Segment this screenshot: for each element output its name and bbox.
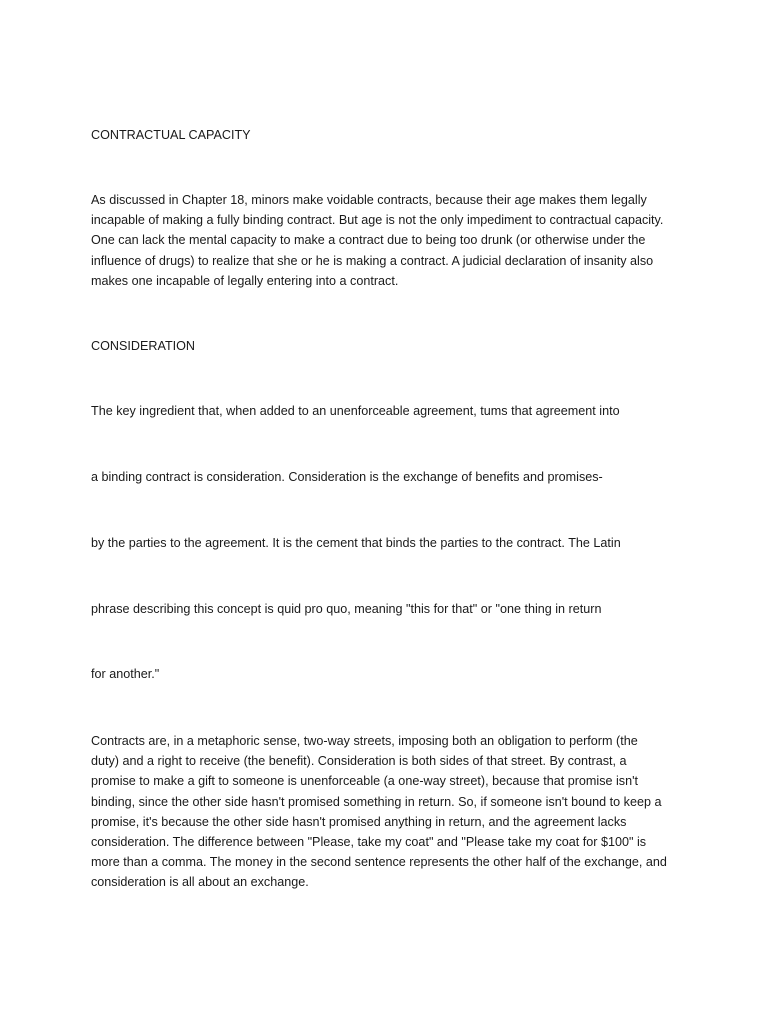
paragraph-line: binding, since the other side hasn't promised something in return. So, if someone isn't bound to keep a (91, 794, 662, 809)
consideration-line-4: phrase describing this concept is quid pro quo, meaning "this for that" or "one thing in return (91, 602, 602, 616)
heading-consideration: CONSIDERATION (91, 339, 196, 353)
paragraph-line: influence of drugs) to realize that she or he is making a contract. A judicial declaration of insanity also (91, 253, 654, 268)
consideration-line-2: a binding contract is consideration. Consideration is the exchange of benefits and promises- (91, 470, 603, 484)
paragraph-line: promise, it's because the other side hasn't promised anything in return, and the agreement lacks (91, 814, 627, 829)
paragraph-line: Contracts are, in a metaphoric sense, two-way streets, imposing both an obligation to perform (the (91, 734, 638, 748)
paragraph-line: promise to make a gift to someone is unenforceable (a one-way street), because that promise isn't (91, 774, 639, 789)
consideration-line-1: The key ingredient that, when added to an unenforceable agreement, tums that agreement into (91, 404, 620, 418)
paragraph-line: incapable of making a fully binding contract. But age is not the only impediment to contractual capacity. (91, 213, 664, 228)
paragraph-line: consideration. The difference between "Please, take my coat" and "Please take my coat for $100" is (91, 835, 647, 850)
paragraph-line: As discussed in Chapter 18, minors make voidable contracts, because their age makes them legally (91, 193, 647, 207)
paragraph-line: consideration is all about an exchange. (91, 875, 309, 890)
paragraph-line: makes one incapable of legally entering into a contract. (91, 273, 399, 288)
paragraph-line: more than a comma. The money in the second sentence represents the other half of the exchange, and (91, 855, 667, 870)
consideration-line-3: by the parties to the agreement. It is the cement that binds the parties to the contract. The Latin (91, 536, 621, 550)
heading-contractual-capacity: CONTRACTUAL CAPACITY (91, 128, 251, 142)
paragraph-contractual-capacity (91, 190, 691, 291)
consideration-line-5: for another." (91, 667, 160, 681)
paragraph-line: duty) and a right to receive (the benefit). Consideration is both sides of that street. By contrast, a (91, 754, 627, 769)
paragraph-line: One can lack the mental capacity to make a contract due to being too drunk (or otherwise under the (91, 233, 646, 248)
paragraph-two-way-streets (91, 731, 691, 893)
